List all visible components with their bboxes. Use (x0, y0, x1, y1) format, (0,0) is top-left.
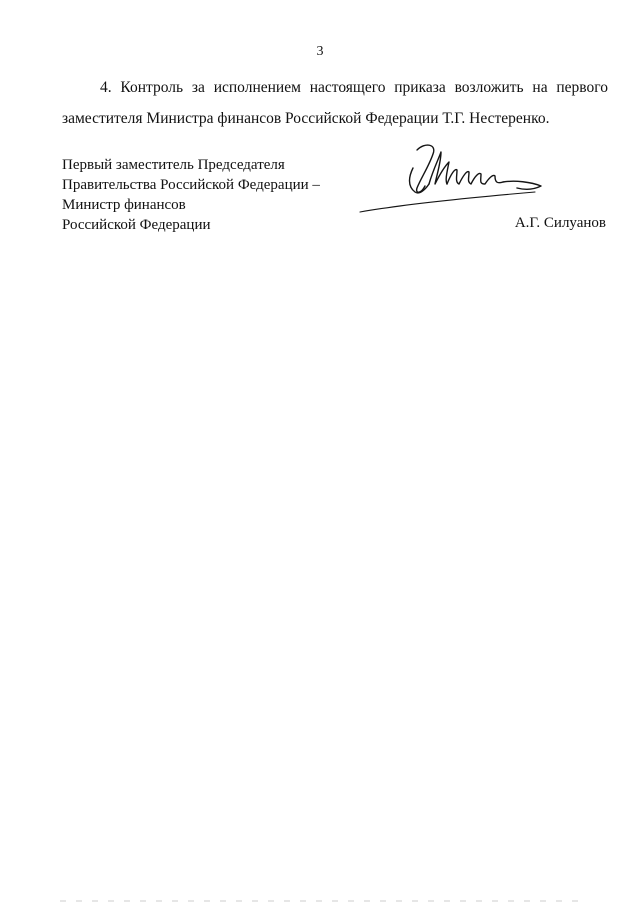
scan-edge-line (60, 900, 580, 902)
position-line-3: Министр финансов (62, 197, 186, 213)
signatory-position (62, 155, 320, 235)
paragraph-line-1: 4. Контроль за исполнением настоящего приказа возложить на первого (100, 79, 608, 96)
position-line-2: Правительства Российской Федерации – (62, 177, 320, 193)
handwritten-signature (355, 140, 555, 220)
page-number: 3 (316, 44, 324, 59)
position-line-1: Первый заместитель Председателя (62, 157, 285, 173)
signer-name: А.Г. Силуанов (514, 215, 606, 231)
position-line-4: Российской Федерации (62, 217, 211, 233)
paragraph-line-2: заместителя Министра финансов Российской Федерации Т.Г. Нестеренко. (62, 110, 550, 127)
order-paragraph-4 (62, 72, 608, 134)
